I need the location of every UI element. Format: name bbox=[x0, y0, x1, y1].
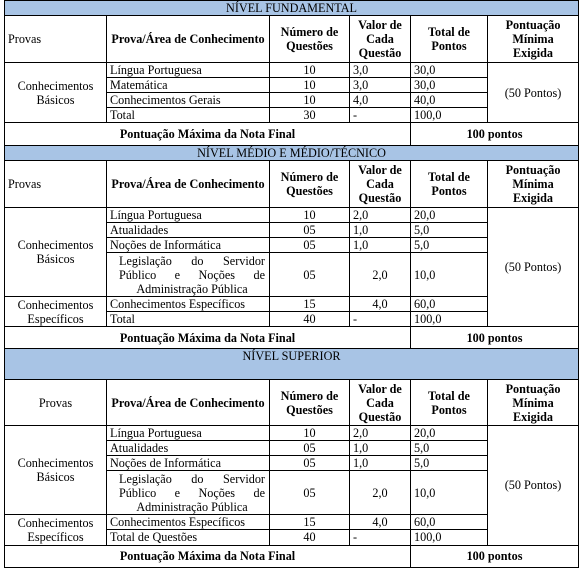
header-provas: Provas bbox=[5, 16, 107, 63]
valor-cell: 1,0 bbox=[350, 456, 411, 471]
valor-cell: 1,0 bbox=[350, 441, 411, 456]
valor-cell: 4,0 bbox=[350, 93, 411, 108]
area-cell: Matemática bbox=[107, 78, 270, 93]
area-cell: Atualidades bbox=[107, 223, 270, 238]
total-cell: 100,0 bbox=[411, 312, 488, 327]
header-row bbox=[5, 161, 579, 208]
header-valor: Valor de Cada Questão bbox=[350, 16, 411, 63]
valor-cell: - bbox=[350, 530, 411, 545]
total-cell: 5,0 bbox=[411, 238, 488, 253]
valor-cell: 4,0 bbox=[350, 297, 411, 312]
num-cell: 05 bbox=[270, 456, 350, 471]
footer-label: Pontuação Máxima da Nota Final bbox=[5, 123, 411, 146]
num-cell: 15 bbox=[270, 297, 350, 312]
section-title: NÍVEL FUNDAMENTAL bbox=[5, 1, 579, 16]
valor-cell: 2,0 bbox=[350, 208, 411, 223]
total-cell: 5,0 bbox=[411, 441, 488, 456]
total-cell: 10,0 bbox=[411, 471, 488, 515]
num-cell: 40 bbox=[270, 312, 350, 327]
section-medio-title-row bbox=[5, 146, 579, 161]
group-label: Conhecimentos Básicos bbox=[5, 426, 107, 515]
total-cell: 10,0 bbox=[411, 253, 488, 297]
section-title: NÍVEL MÉDIO E MÉDIO/TÉCNICO bbox=[5, 146, 579, 161]
num-cell: 40 bbox=[270, 530, 350, 545]
total-cell: 20,0 bbox=[411, 426, 488, 441]
area-cell: Conhecimentos Específicos bbox=[107, 515, 270, 530]
area-cell: Conhecimentos Específicos bbox=[107, 297, 270, 312]
area-cell: Total de Questões bbox=[107, 530, 270, 545]
num-cell: 30 bbox=[270, 108, 350, 123]
header-total: Total de Pontos bbox=[411, 380, 488, 426]
header-minima: Pontuação Mínima Exigida bbox=[488, 380, 579, 426]
num-cell: 05 bbox=[270, 441, 350, 456]
valor-cell: 1,0 bbox=[350, 238, 411, 253]
total-cell: 5,0 bbox=[411, 456, 488, 471]
num-cell: 10 bbox=[270, 93, 350, 108]
footer-row bbox=[5, 327, 579, 349]
header-area: Prova/Área de Conhecimento bbox=[107, 380, 270, 426]
footer-value: 100 pontos bbox=[411, 327, 579, 349]
num-cell: 05 bbox=[270, 238, 350, 253]
header-area: Prova/Área de Conhecimento bbox=[107, 161, 270, 208]
valor-cell: 1,0 bbox=[350, 223, 411, 238]
area-cell: Total bbox=[107, 312, 270, 327]
header-valor: Valor de Cada Questão bbox=[350, 380, 411, 426]
total-cell: 100,0 bbox=[411, 108, 488, 123]
area-cell: Conhecimentos Gerais bbox=[107, 93, 270, 108]
valor-cell: 3,0 bbox=[350, 63, 411, 78]
header-area: Prova/Área de Conhecimento bbox=[107, 16, 270, 63]
footer-label: Pontuação Máxima da Nota Final bbox=[5, 327, 411, 349]
footer-value: 100 pontos bbox=[411, 545, 579, 567]
valor-cell: 4,0 bbox=[350, 515, 411, 530]
num-cell: 10 bbox=[270, 208, 350, 223]
area-cell: Noções de Informática bbox=[107, 456, 270, 471]
header-provas: Provas bbox=[5, 380, 107, 426]
header-total: Total de Pontos bbox=[411, 161, 488, 208]
table-row bbox=[5, 426, 579, 441]
footer-row bbox=[5, 123, 579, 146]
area-cell: Noções de Informática bbox=[107, 238, 270, 253]
area-cell: Língua Portuguesa bbox=[107, 63, 270, 78]
area-cell: Língua Portuguesa bbox=[107, 426, 270, 441]
minima-cell: (50 Pontos) bbox=[488, 63, 579, 123]
header-minima: Pontuação Mínima Exigida bbox=[488, 16, 579, 63]
header-numero: Número de Questões bbox=[270, 161, 350, 208]
total-cell: 5,0 bbox=[411, 223, 488, 238]
num-cell: 05 bbox=[270, 471, 350, 515]
valor-cell: - bbox=[350, 312, 411, 327]
table-row bbox=[5, 63, 579, 78]
header-row bbox=[5, 16, 579, 63]
valor-cell: 2,0 bbox=[350, 426, 411, 441]
area-cell: Legislação do Servidor Público e Noções de Administração Pública bbox=[107, 471, 270, 515]
total-cell: 30,0 bbox=[411, 78, 488, 93]
footer-label: Pontuação Máxima da Nota Final bbox=[5, 545, 411, 567]
total-cell: 100,0 bbox=[411, 530, 488, 545]
total-cell: 60,0 bbox=[411, 297, 488, 312]
num-cell: 05 bbox=[270, 223, 350, 238]
total-cell: 40,0 bbox=[411, 93, 488, 108]
area-cell: Total bbox=[107, 108, 270, 123]
total-cell: 30,0 bbox=[411, 63, 488, 78]
header-minima: Pontuação Mínima Exigida bbox=[488, 161, 579, 208]
header-row bbox=[5, 380, 579, 426]
header-numero: Número de Questões bbox=[270, 16, 350, 63]
total-cell: 60,0 bbox=[411, 515, 488, 530]
section-superior-title-row bbox=[5, 349, 579, 380]
num-cell: 10 bbox=[270, 426, 350, 441]
group-label: Conhecimentos Específicos bbox=[5, 515, 107, 545]
section-title: NÍVEL SUPERIOR bbox=[5, 349, 579, 380]
footer-value: 100 pontos bbox=[411, 123, 579, 146]
area-cell: Atualidades bbox=[107, 441, 270, 456]
num-cell: 10 bbox=[270, 78, 350, 93]
minima-cell: (50 Pontos) bbox=[488, 426, 579, 545]
header-provas: Provas bbox=[5, 161, 107, 208]
valor-cell: 3,0 bbox=[350, 78, 411, 93]
header-valor: Valor de Cada Questão bbox=[350, 161, 411, 208]
num-cell: 15 bbox=[270, 515, 350, 530]
group-label: Conhecimentos Básicos bbox=[5, 208, 107, 297]
valor-cell: - bbox=[350, 108, 411, 123]
group-label: Conhecimentos Específicos bbox=[5, 297, 107, 327]
valor-cell: 2,0 bbox=[350, 471, 411, 515]
area-cell: Língua Portuguesa bbox=[107, 208, 270, 223]
header-numero: Número de Questões bbox=[270, 380, 350, 426]
minima-cell: (50 Pontos) bbox=[488, 208, 579, 327]
table-row bbox=[5, 208, 579, 223]
valor-cell: 2,0 bbox=[350, 253, 411, 297]
num-cell: 05 bbox=[270, 253, 350, 297]
header-total: Total de Pontos bbox=[411, 16, 488, 63]
footer-row bbox=[5, 545, 579, 567]
area-cell: Legislação do Servidor Público e Noções de Administração Pública bbox=[107, 253, 270, 297]
group-label: Conhecimentos Básicos bbox=[5, 63, 107, 123]
num-cell: 10 bbox=[270, 63, 350, 78]
section-fundamental-title-row bbox=[5, 1, 579, 16]
total-cell: 20,0 bbox=[411, 208, 488, 223]
score-table bbox=[4, 0, 579, 568]
